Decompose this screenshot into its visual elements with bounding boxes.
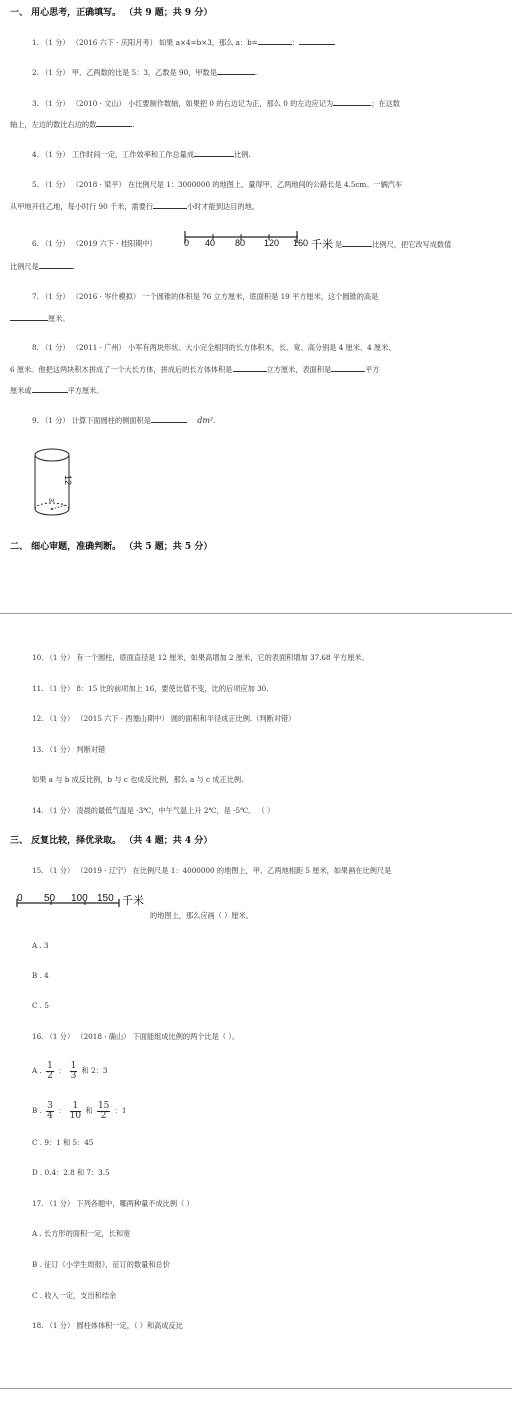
question-13-line-2: 如果 a 与 b 成反比例，b 与 c 也成反比例，那么 a 与 c 成正比例.: [32, 775, 244, 784]
section-2-title: 二、 细心审题，准确判断。 （共 5 题；共 5 分）: [10, 542, 213, 552]
question-4: 4. （1 分） 工作时间一定，工作效率和工作总量成 比例.: [32, 150, 251, 159]
option-c[interactable]: C . 9：1 和 5：45: [32, 1138, 94, 1147]
option-c[interactable]: C . 5: [32, 1001, 49, 1010]
answer-blank[interactable]: [32, 384, 68, 393]
fraction: $\frac{1}{10}$: [69, 1100, 82, 1121]
question-17: 17. （1 分） 下列各题中，哪两种量不成比例（ ）: [32, 1199, 194, 1208]
question-18: 18. （1 分） 圆柱体体积一定，（ ）和高成反比: [32, 1321, 183, 1330]
fraction: $\frac{1}{2}$: [47, 1060, 53, 1081]
answer-blank[interactable]: [342, 238, 372, 247]
question-3-line-2: 轴上，左边的数比右边的数 .: [10, 120, 135, 129]
question-13: 13. （1 分） 判断对错: [32, 745, 106, 754]
scale-label: 120: [264, 238, 280, 248]
fraction: $\frac{3}{4}$: [47, 1100, 53, 1121]
answer-blank[interactable]: [151, 414, 187, 423]
cylinder-height-label: 12: [63, 475, 73, 486]
section-1-title: 一、 用心思考，正确填写。 （共 9 题；共 9 分）: [10, 8, 213, 18]
answer-blank[interactable]: [96, 118, 132, 127]
answer-blank[interactable]: [333, 97, 371, 106]
question-14: 14. （1 分） 凌晨的最低气温是 -3℃，中午气温上升 2℃，是 -5℃。 （ ）: [32, 806, 275, 815]
question-15: 15. （1 分） （2019 · 辽宁） 在比例尺是 1：4000000 的地图上，甲、乙两地相距 5 厘米，如果画在比例尺是: [32, 866, 392, 875]
question-7-line-1: 7. （1 分） （2016 · 岑什模拟） 一个圆锥的体积是 76 立方厘米，底面积是 19 平方厘米，这个圆锥的高是: [32, 292, 379, 301]
question-9: 9. （1 分） 计算下面圆柱的侧面积是 dm².: [32, 416, 216, 425]
scale-label: 100: [71, 893, 88, 904]
answer-blank[interactable]: [331, 363, 365, 372]
fraction: $\frac{15}{2}$: [97, 1100, 110, 1121]
scale-label: 0: [184, 238, 190, 248]
question-5-line-1: 5. （1 分） （2018 · 梁平） 在比例尺是 1：3000000 的地图上，量得甲、乙两地间的公路长是 4.5cm。一辆汽车: [32, 180, 403, 189]
option-c[interactable]: C . 收入一定，支出和结余: [32, 1291, 117, 1300]
cylinder-radius-label: 3: [47, 498, 54, 502]
question-15-line-2: 的地图上，那么应画（ ）厘米。: [150, 911, 253, 920]
question-12: 12. （1 分） （2015 六下 · 西塞山期中） 圆的面积和半径成正比例.（判断对错）: [32, 714, 296, 723]
answer-blank[interactable]: [258, 36, 292, 45]
cylinder-figure: [30, 445, 90, 525]
answer-blank[interactable]: [153, 200, 187, 209]
question-8-line-2: 6 厘米。他把这两块积木拼成了一个大长方体，拼成后的长方体体积是 立方厘米，表面积是 平方: [10, 365, 380, 374]
scale-label: 80: [235, 238, 246, 248]
answer-blank[interactable]: [10, 312, 48, 321]
answer-blank[interactable]: [217, 66, 255, 75]
fraction: $\frac{1}{3}$: [70, 1060, 77, 1081]
option-b[interactable]: B . 征订《小学生周报》，征订的数量和总价: [32, 1260, 170, 1269]
question-8-line-1: 8. （1 分） （2011 · 广州） 小军有两块形状、大小完全相同的长方体积木，长、宽、高分别是 4 厘米、4 厘米、: [32, 343, 396, 352]
answer-blank[interactable]: [233, 363, 267, 372]
option-a[interactable]: A . 3: [32, 941, 49, 950]
question-6-start: 6. （1 分） （2019 六下 · 桂阳期中）: [32, 239, 157, 248]
option-a[interactable]: A . 长方形的面积一定，长和宽: [32, 1229, 131, 1238]
scale-label: 160: [293, 238, 309, 248]
option-b[interactable]: B . 4: [32, 971, 49, 980]
option-d[interactable]: D . 0.4：2.8 和 7：3.5: [32, 1168, 110, 1177]
scale-unit: 千米: [122, 895, 144, 907]
scale-unit: 千米: [311, 239, 333, 251]
unit-dm2: dm²: [197, 416, 214, 425]
question-3-line-1: 3. （1 分） （2010 · 文山） 小红要制作数轴，如果把 0 的右边记为正，那么 0 的左边应记为 ；在这数: [32, 99, 400, 108]
answer-blank[interactable]: [194, 148, 234, 157]
question-16: 16. （1 分） （2018 · 确山） 下面能组成比例的两个比是（ ）。: [32, 1032, 240, 1041]
question-2: 2. （1 分） 甲、乙两数的比是 5：3，乙数是 90，甲数是 .: [32, 68, 258, 77]
answer-blank[interactable]: [299, 36, 335, 45]
question-7-line-2: 厘米。: [10, 312, 70, 324]
question-11: 11. （1 分） 8：15 比的前项加上 16，要使比值不变，比的后项应加 30.: [32, 684, 269, 693]
question-8-line-3: 厘米或 平方厘米。: [10, 386, 104, 395]
question-5-line-2: 从甲地开往乙地，每小时行 90 千米，需要行 小时才能到达目的地。: [10, 202, 259, 211]
question-6-middle: 是 比例尺，把它改写成数值: [335, 240, 452, 249]
page-divider: [0, 1388, 512, 1389]
scale-label: 150: [97, 893, 114, 904]
answer-blank[interactable]: [39, 260, 73, 269]
option-b[interactable]: B . $\frac{3}{4}$ ： $\frac{1}{10}$ 和 $\frac{15}{2}$ ：1: [32, 1100, 127, 1121]
question-6-line-2: 比例尺是 .: [10, 262, 76, 271]
scale-label: 50: [44, 893, 56, 904]
scale-label: 40: [205, 238, 216, 248]
scale-label: 0: [17, 893, 23, 904]
section-3-title: 三、 反复比较，择优录取。 （共 4 题；共 4 分）: [10, 836, 213, 846]
question-1: 1. （1 分） （2016 六下 · 庆阳月考） 如果 a×4=b×3，那么 a：b= ：: [32, 36, 335, 48]
option-a[interactable]: A . $\frac{1}{2}$ ： $\frac{1}{3}$ 和 2：3: [32, 1060, 108, 1081]
question-10: 10. （1 分） 有一个圆柱，底面直径是 12 厘米，如果高增加 2 厘米，它的表面积增加 37.68 平方厘米。: [32, 653, 369, 662]
page-divider: [0, 613, 512, 614]
